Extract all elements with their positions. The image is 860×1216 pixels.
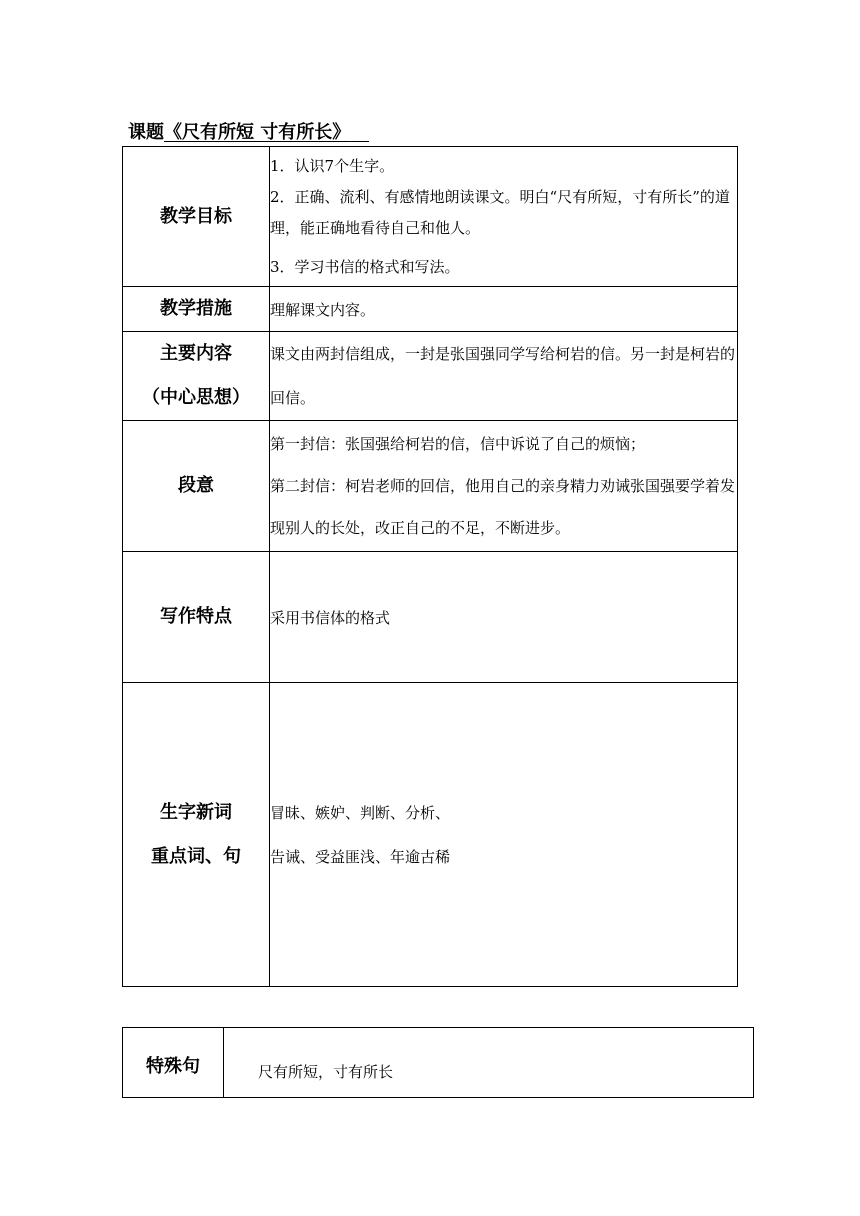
row-label-main-content-line1: 主要内容 [160, 343, 232, 364]
table-row-main-content [123, 332, 738, 421]
table-row-new-words [123, 683, 738, 987]
row-content-teaching-measures [270, 287, 738, 332]
goal-line-1: 1．认识7个生字。 [270, 156, 395, 175]
row-label-paragraph-meaning: 段意 [123, 421, 270, 552]
writing-line-1: 采用书信体的格式 [270, 608, 391, 627]
measures-line-1: 理解课文内容。 [270, 300, 376, 319]
row-label-main-content-line2: （中心思想） [142, 387, 250, 408]
row-label-writing-features: 写作特点 [123, 552, 270, 683]
lesson-title-book: 《尺有所短 寸有所长》 [164, 122, 351, 143]
row-content-main-content [270, 332, 738, 421]
row-label-main-content [123, 332, 270, 421]
table-row-writing-features [123, 552, 738, 683]
main-content-line-1: 课文由两封信组成，一封是张国强同学写给柯岩的信。另一封是柯岩的回信。 [270, 345, 736, 407]
table-row-teaching-measures [123, 287, 738, 332]
special-sentence-table [122, 1027, 754, 1098]
paragraph-line-2: 第二封信：柯岩老师的回信，他用自己的亲身精力劝诫张国强要学着发现别人的长处，改正自己的不足，不断进步。 [270, 477, 736, 537]
row-label-teaching-measures: 教学措施 [123, 287, 270, 332]
lesson-plan-table [122, 146, 738, 987]
row-label-new-words [123, 683, 270, 987]
table-row-paragraph-meaning [123, 421, 738, 552]
words-line-2: 告诫、受益匪浅、年逾古稀 [270, 847, 451, 866]
table-row-special-sentence [123, 1028, 754, 1098]
row-label-new-words-line1: 生字新词 [160, 801, 232, 823]
row-label-special-sentence: 特殊句 [123, 1028, 224, 1098]
goal-line-3: 3．学习书信的格式和写法。 [270, 257, 460, 276]
lesson-title-underline-tail [350, 122, 369, 143]
lesson-title-prefix: 课题 [128, 122, 164, 143]
row-content-paragraph-meaning [270, 421, 738, 552]
paragraph-line-1: 第一封信：张国强给柯岩的信，信中诉说了自己的烦恼； [270, 435, 646, 453]
row-content-special-sentence: 尺有所短，寸有所长 [224, 1028, 754, 1098]
row-label-teaching-goals: 教学目标 [123, 147, 270, 287]
row-content-new-words [270, 683, 738, 987]
goal-line-2: 2．正确、流利、有感情地朗读课文。明白“尺有所短，寸有所长”的道理，能正确地看待自己和他人。 [270, 187, 730, 237]
row-content-teaching-goals [270, 147, 738, 287]
row-label-new-words-line2: 重点词、句 [151, 845, 241, 867]
words-line-1: 冒昧、嫉妒、判断、分析、 [270, 803, 451, 822]
lesson-title [128, 120, 369, 146]
table-row-teaching-goals [123, 147, 738, 287]
row-content-writing-features [270, 552, 738, 683]
